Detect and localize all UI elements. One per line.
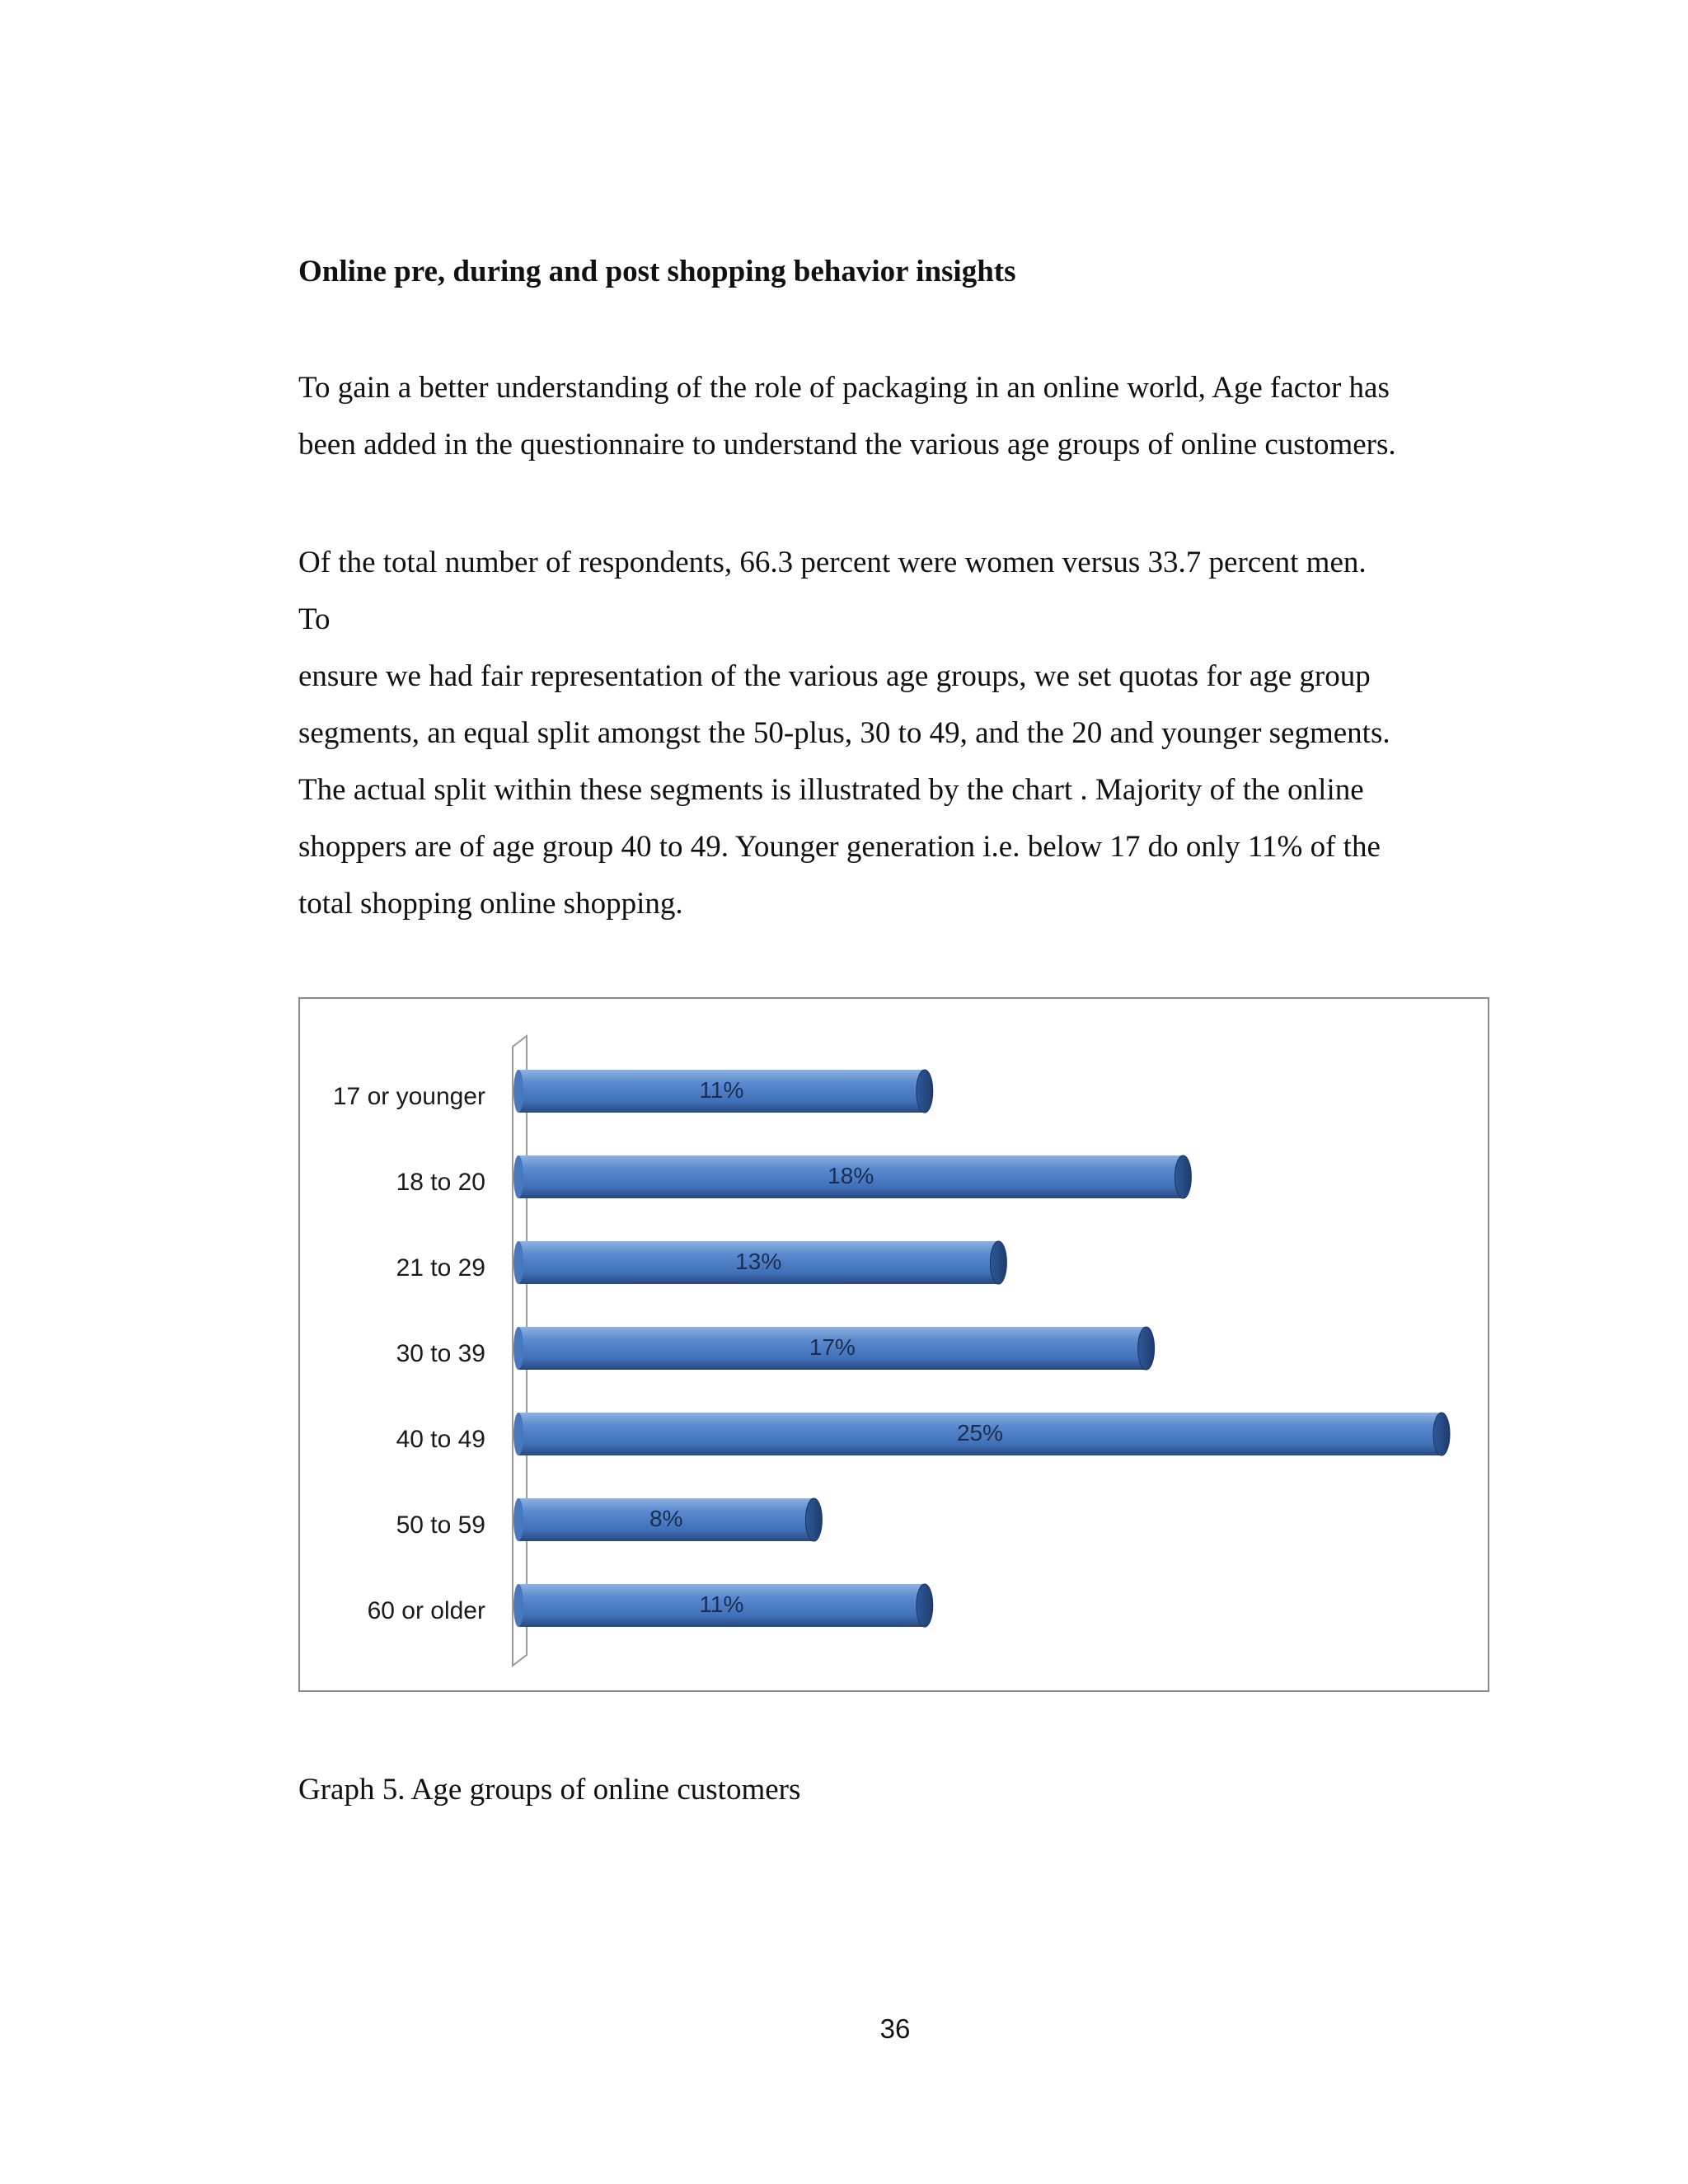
category-label: 40 to 49 [396,1426,485,1453]
bar-base [513,1413,523,1455]
paragraph-line: To [298,602,331,636]
paragraph-line: shoppers are of age group 40 to 49. Younger generation i.e. below 17 do only 11% of the [298,830,1381,864]
bar-base [513,1327,523,1370]
data-label: 11% [699,1077,744,1103]
paragraph-line: been added in the questionnaire to understand the various age groups of online customers. [298,428,1396,462]
chart-caption: Graph 5. Age groups of online customers [298,1773,801,1807]
paragraph-intro [298,359,1396,473]
paragraph-line: Of the total number of respondents, 66.3 percent were women versus 33.7 percent men. [298,546,1367,579]
category-label: 17 or younger [332,1083,485,1110]
bar-cap [917,1070,933,1113]
bar-cap [1138,1327,1155,1370]
bar-base [513,1498,523,1541]
bar-chart-svg [300,999,1488,1690]
paragraph-line: To gain a better understanding of the role of packaging in an online world, Age factor has [298,371,1390,405]
paragraph-line: ensure we had fair representation of the various age groups, we set quotas for age group [298,659,1371,693]
paragraph-line: The actual split within these segments is illustrated by the chart . Majority of the online [298,773,1364,807]
section-heading: Online pre, during and post shopping behavior insights [298,255,1016,288]
category-label: 21 to 29 [396,1254,485,1282]
data-label: 11% [699,1591,744,1617]
bar-base [513,1070,523,1113]
data-label: 8% [649,1506,683,1531]
bar-cap [917,1584,933,1627]
bar-cap [990,1241,1006,1284]
bar-cap [1433,1413,1450,1455]
data-label: 25% [956,1420,1004,1446]
page-number: 36 [879,2013,911,2044]
age-groups-chart [298,997,1489,1692]
bar-cap [1175,1155,1191,1198]
bar-cap [805,1498,822,1541]
bar-base [513,1584,523,1627]
bar-base [513,1241,523,1284]
category-label: 60 or older [367,1597,485,1624]
paragraph-respondents [298,534,1390,932]
data-label: 18% [828,1163,874,1188]
data-label: 17% [809,1334,856,1360]
data-label: 13% [735,1249,782,1274]
category-label: 30 to 39 [396,1340,485,1367]
paragraph-line: segments, an equal split amongst the 50-plus, 30 to 49, and the 20 and younger segments. [298,716,1390,750]
category-label: 18 to 20 [396,1169,485,1196]
category-label: 50 to 59 [396,1511,485,1539]
paragraph-line: total shopping online shopping. [298,887,683,921]
bar-base [513,1155,523,1198]
